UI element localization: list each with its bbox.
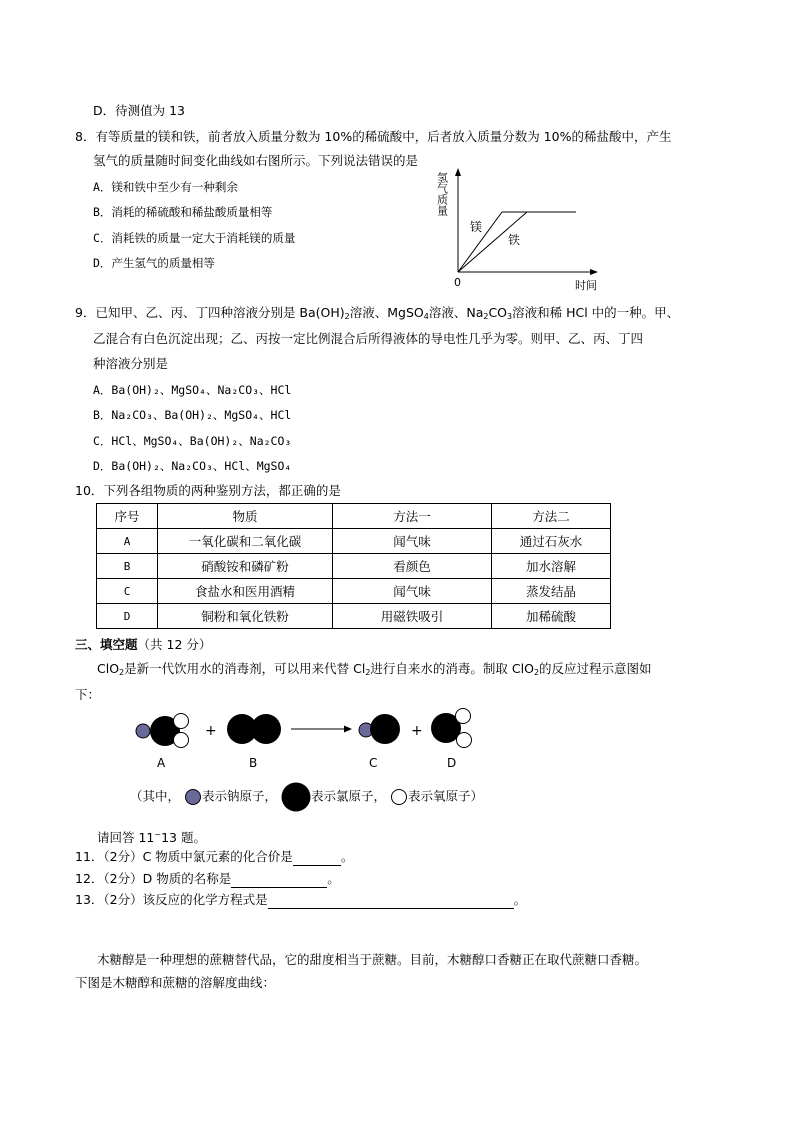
graph-mg-label: 镁 (470, 220, 483, 234)
graph-fe-label: 铁 (508, 233, 521, 247)
sodium-atom-icon (184, 788, 202, 806)
graph-origin: 0 (454, 276, 461, 289)
q8-option-a: A．镁和铁中至少有一种剩余 (93, 180, 238, 194)
label-a: A (157, 756, 166, 770)
header-cell: 物质 (158, 504, 333, 529)
q12: 12．（2分）D 物质的名称是 。 (75, 871, 340, 886)
q10-stem: 10．下列各组物质的两种鉴别方法，都正确的是 (75, 483, 341, 498)
chlorine-atom-icon (281, 782, 311, 812)
molecule-a (136, 714, 189, 748)
table-row: A 一氧化碳和二氧化碳 闻气味 通过石灰水 (97, 529, 611, 554)
q8-hydrogen-graph (430, 168, 605, 293)
y-axis-arrow (455, 168, 461, 176)
q8-option-d: D．产生氢气的质量相等 (93, 256, 215, 270)
table-row: D 铜粉和氧化铁粉 用磁铁吸引 加稀硫酸 (97, 604, 611, 629)
q9-stem-line3: 种溶液分别是 (93, 356, 169, 371)
graph-xlabel: 时间 (575, 279, 597, 292)
label-d: D (447, 756, 457, 770)
xylitol-line2: 下图是木糖醇和蔗糖的溶解度曲线： (75, 975, 276, 990)
q9-option-b: B．Na₂CO₃、Ba(OH)₂、MgSO₄、HCl (93, 408, 292, 422)
table-header-row (97, 504, 611, 529)
q13: 13．（2分）该反应的化学方程式是 。 (75, 892, 527, 907)
q8-option-c: C．消耗铁的质量一定大于消耗镁的质量 (93, 231, 296, 245)
molecule-c (359, 714, 400, 744)
q9-option-d: D．Ba(OH)₂、Na₂CO₃、HCl、MgSO₄ (93, 459, 292, 473)
q8-option-b: B．消耗的稀硫酸和稀盐酸质量相等 (93, 205, 273, 219)
section3-intro-line2: 下： (75, 687, 101, 702)
oxygen-atom-icon (390, 788, 408, 806)
q10-table (96, 503, 611, 629)
plus-sign: + (411, 723, 423, 739)
molecule-b (227, 714, 281, 744)
answer-blank[interactable] (268, 894, 514, 909)
molecule-d (431, 709, 472, 748)
label-c: C (369, 756, 378, 770)
q8-stem-line1: 8．有等质量的镁和铁，前者放入质量分数为 10%的稀硫酸中，后者放入质量分数为 10%的稀盐酸中，产生 (75, 129, 672, 144)
table-row: C 食盐水和医用酒精 闻气味 蒸发结晶 (97, 579, 611, 604)
q8-stem-line2: 氢气的质量随时间变化曲线如右图所示。下列说法错误的是 (93, 153, 419, 168)
atom-legend: （其中， 表示钠原子， 表示氯原子， 表示氧原子） (130, 782, 483, 808)
q9-option-c: C．HCl、MgSO₄、Ba(OH)₂、Na₂CO₃ (93, 434, 292, 448)
q9-stem-line2: 乙混合有白色沉淀出现；乙、丙按一定比例混合后所得液体的导电性几乎为零。则甲、乙、丙、丁四 (93, 331, 644, 346)
q7-option-d: D．待测值为 13 (93, 103, 186, 118)
section3-intro-line1: ClO$_2$是新一代饮用水的消毒剂，可以用来代替 $Cl_2$进行自来水的消毒。制取 ClO$_2$的反应过程示意图如 (97, 661, 652, 677)
q9-stem-line1: 9．已知甲、乙、丙、丁四种溶液分别是 $Ba(OH)_2$溶液、MgSO$_4$溶液、$Na_2CO_3$溶液和稀 HCl 中的一种。甲、 (75, 305, 680, 321)
header-cell: 方法一 (333, 504, 492, 529)
answer-prompt: 请回答 11~13 题。 (97, 830, 206, 846)
answer-blank[interactable] (231, 873, 327, 888)
table-row: B 硝酸铵和磷矿粉 看颜色 加水溶解 (97, 554, 611, 579)
label-b: B (249, 756, 258, 770)
xylitol-line1: 木糖醇是一种理想的蔗糖替代品，它的甜度相当于蔗糖。目前，木糖醇口香糖正在取代蔗糖口香糖。 (97, 952, 648, 967)
graph-ylabel: 氢气质量 (435, 172, 449, 216)
reaction-arrow-head (344, 726, 352, 733)
reaction-diagram (120, 705, 490, 777)
q9-option-a: A．Ba(OH)₂、MgSO₄、Na₂CO₃、HCl (93, 383, 292, 397)
plus-sign: + (205, 723, 217, 739)
q11: 11．（2分）C 物质中氯元素的化合价是 。 (75, 849, 354, 864)
header-cell: 方法二 (492, 504, 611, 529)
x-axis-arrow (590, 269, 598, 275)
header-cell: 序号 (97, 504, 158, 529)
section3-heading: 三、填空题（共 12 分） (75, 637, 212, 652)
answer-blank[interactable] (293, 851, 341, 866)
